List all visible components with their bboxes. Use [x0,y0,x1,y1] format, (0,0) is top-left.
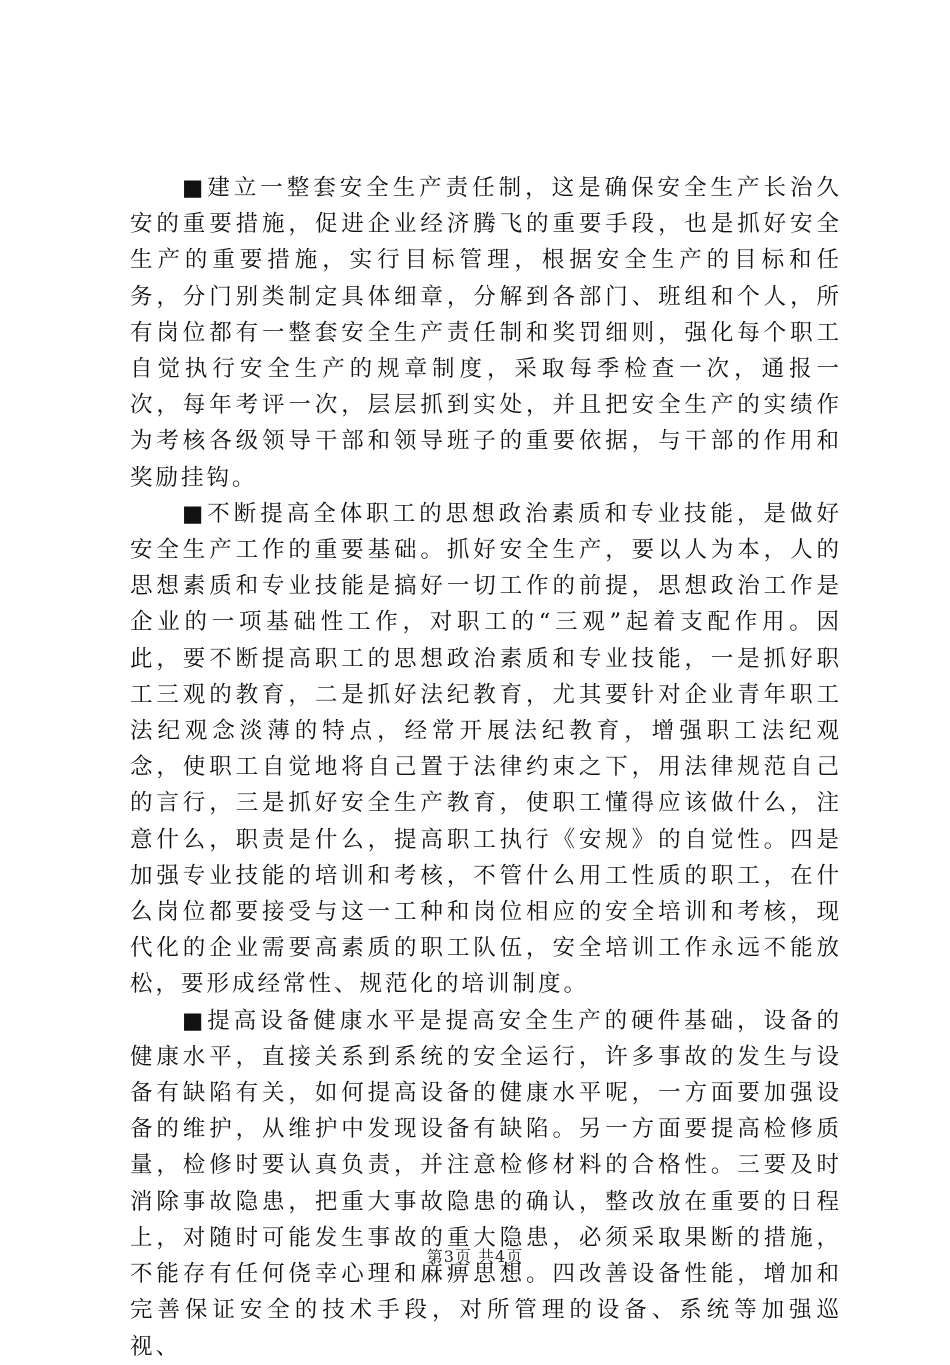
paragraph-responsibility-system: ■建立一整套安全生产责任制，这是确保安全生产长治久安的重要措施，促进企业经济腾飞的重要手段，也是抓好安全生产的重要措施，实行目标管理，根据安全生产的目标和任务，分门别类制定具体细章，分解到各部门、班组和个人，所有岗位都有一整套安全生产责任制和奖罚细则，强化每个职工自觉执行安全生产的规章制度，采取每季检查一次，通报一次，每年考评一次，层层抓到实处，并且把安全生产的实绩作为考核各级领导干部和领导班子的重要依据，与干部的作用和奖励挂钩。 [130,175,842,491]
document-body [130,170,842,1365]
paragraph-staff-training: ■不断提高全体职工的思想政治素质和专业技能，是做好安全生产工作的重要基础。抓好安全生产，要以人为本，人的思想素质和专业技能是搞好一切工作的前提，思想政治工作是企业的一项基础性工作，对职工的“三观”起着支配作用。因此，要不断提高职工的思想政治素质和专业技能，一是抓好职工三观的教育，二是抓好法纪教育，尤其要针对企业青年职工法纪观念淡薄的特点，经常开展法纪教育，增强职工法纪观念，使职工自觉地将自己置于法律约束之下，用法律规范自己的言行，三是抓好安全生产教育，使职工懂得应该做什么，注意什么，职责是什么，提高职工执行《安规》的自觉性。四是加强专业技能的培训和考核，不管什么用工性质的职工，在什么岗位都要接受与这一工种和岗位相应的安全培训和考核，现代化的企业需要高素质的职工队伍，安全培训工作永远不能放松，要形成经常性、规范化的培训制度。 [130,500,842,998]
paragraph-equipment-health: ■提高设备健康水平是提高安全生产的硬件基础，设备的健康水平，直接关系到系统的安全运行，许多事故的发生与设备有缺陷有关，如何提高设备的健康水平呢，一方面要加强设备的维护，从维护中发现设备有缺陷。另一方面要提高检修质量，检修时要认真负责，并注意检修材料的合格性。三要及时消除事故隐患，把重大事故隐患的确认，整改放在重要的日程上，对随时可能发生事故的重大隐患，必须采取果断的措施，不能存有任何侥幸心理和麻痹思想。四改善设备性能，增加和完善保证安全的技术手段，对所管理的设备、系统等加强巡视、 [130,1007,842,1360]
page-number-footer: 第3页 共4页 [426,1247,524,1266]
